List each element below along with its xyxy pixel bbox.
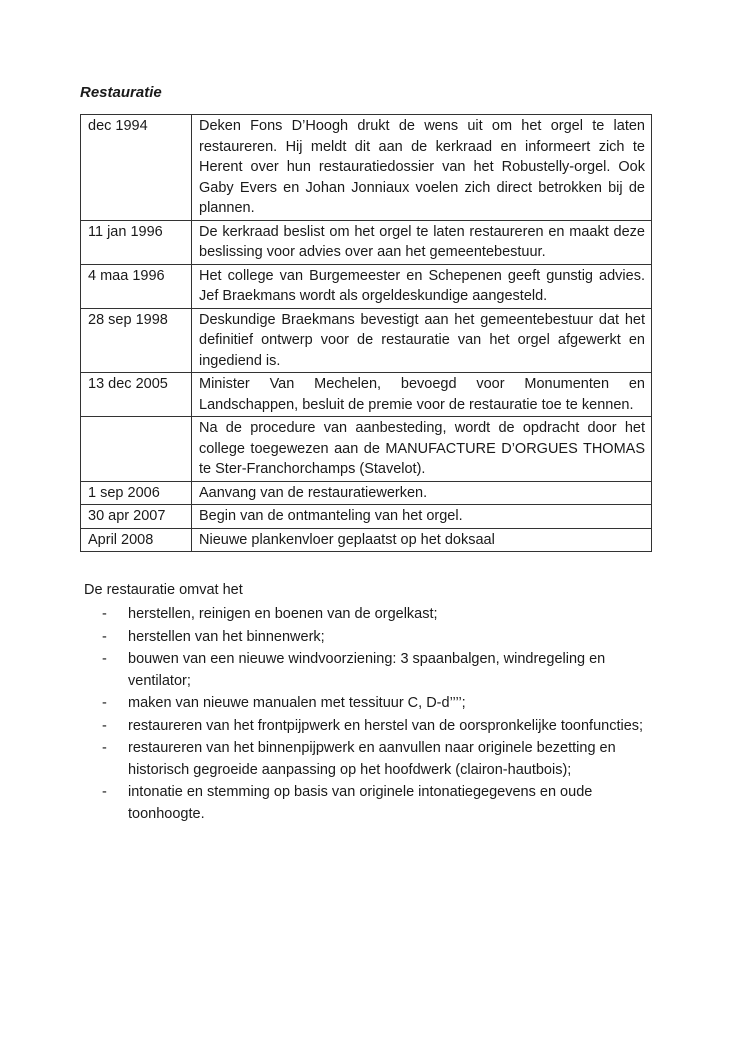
- list-item: [100, 649, 660, 692]
- description-cell: Het college van Burgemeester en Schepenen geeft gunstig advies. Jef Braekmans wordt als orgeldeskundige aangesteld.: [192, 264, 652, 308]
- bullet-dash: -: [102, 740, 107, 756]
- description-cell: Minister Van Mechelen, bevoegd voor Monumenten en Landschappen, besluit de premie voor de restauratie toe te kennen.: [192, 373, 652, 417]
- description-cell: Aanvang van de restauratiewerken.: [192, 481, 652, 505]
- bullet-dash: -: [102, 628, 107, 645]
- scope-intro: De restauratie omvat het: [84, 582, 243, 598]
- bullet-dash: -: [102, 606, 107, 622]
- bullet-dash: -: [102, 717, 107, 734]
- table-row: [81, 505, 652, 529]
- list-item: [100, 782, 660, 825]
- bullet-dash: -: [102, 695, 107, 711]
- description-cell: Begin van de ontmanteling van het orgel.: [192, 505, 652, 529]
- table-row: [81, 220, 652, 264]
- list-item-text: bouwen van een nieuwe windvoorziening: 3 spaanbalgen, windregeling en ventilator;: [128, 651, 606, 689]
- bullet-dash: -: [102, 651, 107, 667]
- table-row: [81, 373, 652, 417]
- description-cell: Deskundige Braekmans bevestigt aan het gemeentebestuur dat het definitief ontwerp voor de restauratie van het orgel afgewerkt en ingediend is.: [192, 308, 652, 373]
- table-row: [81, 115, 652, 221]
- description-cell: Deken Fons D’Hoogh drukt de wens uit om het orgel te laten restaureren. Hij meldt dit aan de kerkraad en informeert zich te Herent over hun restauratiedossier van het Robustelly-orgel. Ook Gaby Evers en Johan Jonniaux voelen zich direct betrokken bij de plannen.: [192, 115, 652, 221]
- list-item-text: maken van nieuwe manualen met tessituur C, D-d’’’’;: [128, 695, 466, 711]
- description-cell: Nieuwe plankenvloer geplaatst op het doksaal: [192, 528, 652, 552]
- date-cell: 4 maa 1996: [81, 264, 192, 308]
- table-row: [81, 528, 652, 552]
- scope-list: [100, 604, 660, 826]
- list-item: [100, 716, 660, 738]
- date-cell: 11 jan 1996: [81, 220, 192, 264]
- table-row: [81, 417, 652, 482]
- date-cell: 1 sep 2006: [81, 481, 192, 505]
- date-cell: [81, 417, 192, 482]
- list-item: [100, 738, 660, 781]
- table-row: [81, 264, 652, 308]
- table-row: [81, 308, 652, 373]
- list-item: [100, 627, 660, 649]
- list-item: [100, 604, 660, 626]
- restoration-timeline-table: [80, 114, 652, 552]
- bullet-dash: -: [102, 784, 107, 800]
- table-row: [81, 481, 652, 505]
- list-item-text: intonatie en stemming op basis van originele intonatiegegevens en oude toonhoogte.: [128, 784, 593, 822]
- date-cell: 13 dec 2005: [81, 373, 192, 417]
- list-item-text: herstellen van het binnenwerk;: [128, 628, 325, 645]
- description-cell: De kerkraad beslist om het orgel te laten restaureren en maakt deze beslissing voor advies over aan het gemeentebestuur.: [192, 220, 652, 264]
- list-item-text: herstellen, reinigen en boenen van de orgelkast;: [128, 606, 438, 622]
- date-cell: 28 sep 1998: [81, 308, 192, 373]
- list-item-text: restaureren van het binnenpijpwerk en aanvullen naar originele bezetting en historisch gegroeide aanpassing op het hoofdwerk (clairon-hautbois);: [128, 740, 616, 778]
- description-cell: Na de procedure van aanbesteding, wordt de opdracht door het college toegewezen aan de MANUFACTURE D’ORGUES THOMAS te Ster-Franchorchamps (Stavelot).: [192, 417, 652, 482]
- list-item: [100, 693, 660, 715]
- date-cell: 30 apr 2007: [81, 505, 192, 529]
- date-cell: April 2008: [81, 528, 192, 552]
- list-item-text: restaureren van het frontpijpwerk en herstel van de oorspronkelijke toonfuncties;: [128, 717, 644, 734]
- section-title: Restauratie: [80, 84, 162, 101]
- date-cell: dec 1994: [81, 115, 192, 221]
